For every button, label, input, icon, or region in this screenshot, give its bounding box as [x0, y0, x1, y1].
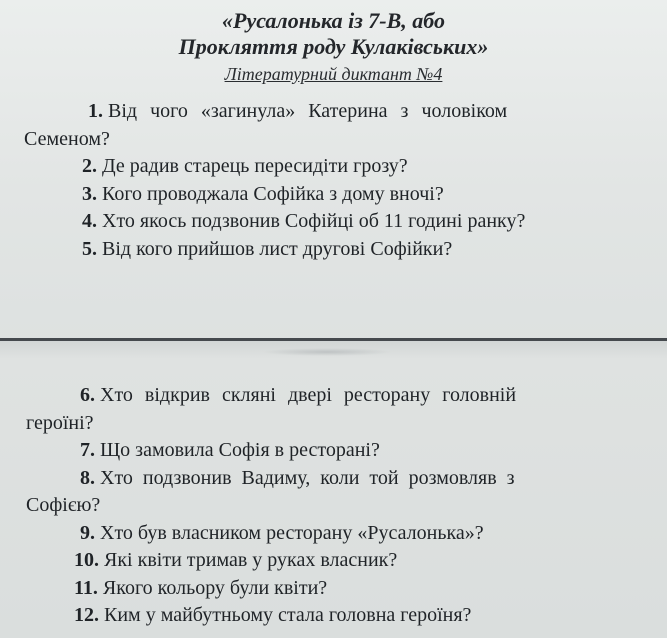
question-number: 2.: [82, 155, 97, 177]
question-5: [0, 236, 667, 264]
question-text: Кого проводжала Софійка з дому вночі?: [102, 182, 444, 205]
question-number: 12.: [74, 604, 99, 626]
question-text: Де радив старець пересидіти грозу?: [102, 155, 408, 177]
questions-part-2: [0, 382, 665, 630]
dictation-subtitle: Літературний диктант №4: [224, 64, 443, 84]
question-number: 7.: [80, 439, 95, 461]
title-line-1: «Русалонька із 7-В, або: [222, 8, 445, 33]
title-line-2: Прокляття роду Кулаківських»: [178, 34, 489, 59]
question-text-continued: героїні?: [26, 411, 94, 434]
question-8: [0, 465, 665, 520]
question-number: 4.: [82, 210, 97, 232]
question-text-continued: Семеном?: [24, 127, 110, 150]
question-number: 9.: [80, 521, 95, 544]
questions-part-1: [0, 98, 667, 263]
question-4: [0, 208, 667, 236]
question-number: 11.: [74, 576, 98, 599]
question-text: Від кого прийшов лист другові Софійки?: [102, 237, 453, 260]
question-number: 8.: [80, 466, 95, 489]
question-text: Ким у майбутньому стала головна героїня?: [104, 604, 472, 626]
question-3: [0, 181, 667, 209]
question-11: [0, 575, 659, 603]
document-header: [0, 8, 667, 86]
question-text: Що замовила Софія в ресторані?: [100, 439, 380, 461]
question-text: Хто подзвонив Вадиму, коли той розмовляв з: [100, 466, 515, 489]
question-number: 1.: [88, 100, 103, 122]
question-text-continued: Софією?: [26, 494, 101, 516]
question-7: [0, 437, 665, 465]
question-number: 5.: [82, 237, 97, 260]
question-number: 3.: [82, 182, 97, 205]
question-text: Хто відкрив скляні двері ресторану головній: [100, 384, 517, 406]
question-number: 6.: [80, 384, 95, 406]
question-text: Від чого «загинула» Катерина з чоловіком: [108, 100, 508, 122]
question-text: Хто був власником ресторану «Русалонька»?: [100, 521, 484, 544]
question-2: [0, 153, 667, 181]
question-12: [0, 602, 659, 630]
question-6: [0, 382, 665, 437]
question-number: 10.: [74, 549, 99, 571]
question-text: Які квіти тримав у руках власник?: [104, 549, 398, 571]
question-1: [0, 98, 667, 153]
question-text: Хто якось подзвонив Софійці об 11 годині ранку?: [102, 210, 526, 232]
question-text: Якого кольору були квіти?: [102, 576, 328, 599]
question-9: [0, 520, 665, 548]
question-10: [0, 547, 659, 575]
ink-bleed-smudge: [262, 348, 392, 356]
